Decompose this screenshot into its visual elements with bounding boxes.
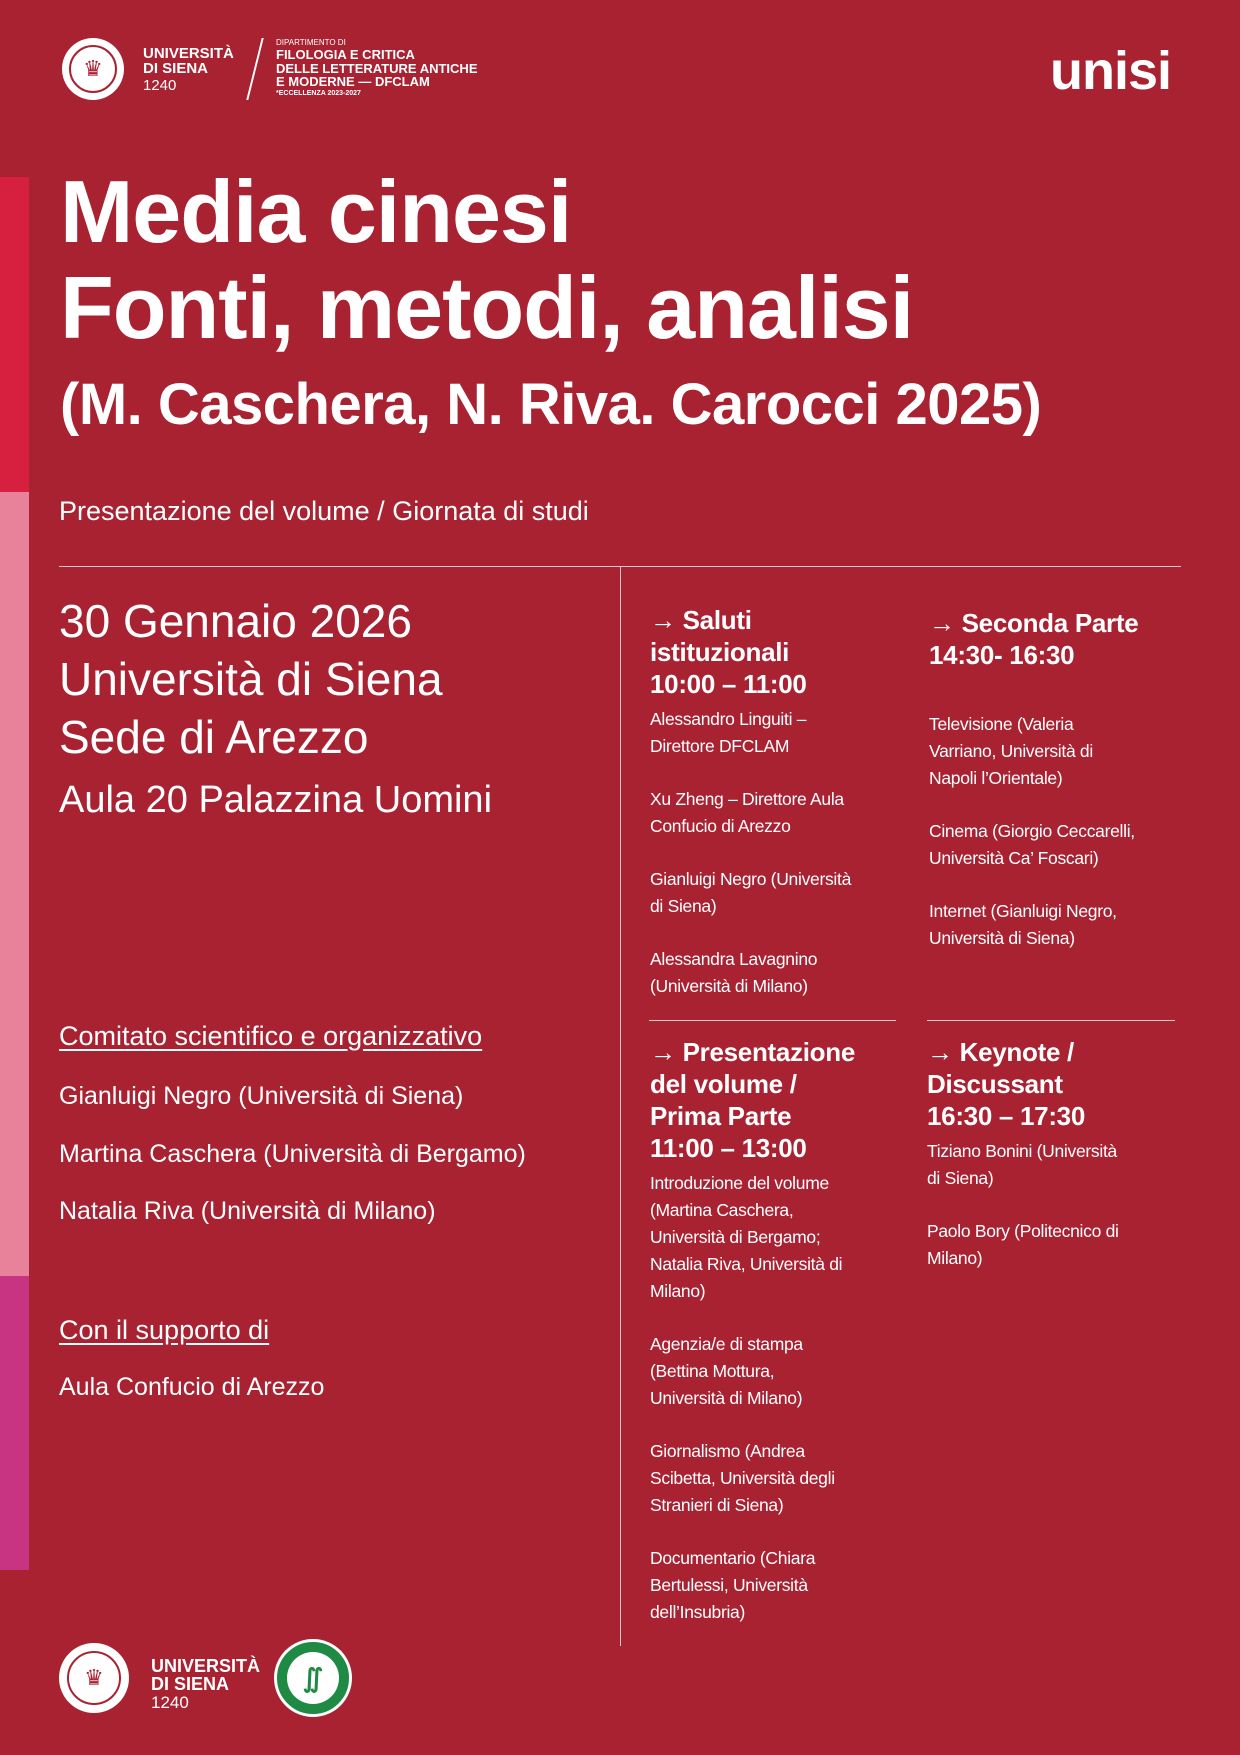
session-item: Televisione (Valeria Varriano, Università di Napoli l’Orientale) — [929, 714, 1093, 788]
seal-emblem-icon: ♛ — [67, 1651, 122, 1706]
department-note: *ECCELLENZA 2023-2027 — [276, 90, 361, 97]
accent-bar-pink — [0, 492, 29, 1276]
confucius-logo-icon: ∬ — [287, 1652, 339, 1704]
program-prima-parte — [650, 1036, 930, 1626]
committee-heading: Comitato scientifico e organizzativo — [59, 1021, 483, 1051]
session-item: Alessandro Linguiti – Direttore DFCLAM — [650, 709, 807, 756]
session-heading: → Seconda Parte 14:30- 16:30 — [929, 608, 1139, 670]
committee-member: Martina Caschera (Università di Bergamo) — [59, 1140, 526, 1168]
session-item: Internet (Gianluigi Negro, Università di Siena) — [929, 901, 1117, 948]
title-line-1: Media cinesi — [60, 162, 572, 261]
title-line-3: (M. Caschera, N. Riva. Carocci 2025) — [60, 372, 1042, 437]
event-place-2: Sede di Arezzo — [59, 711, 369, 763]
session-item: Introduzione del volume (Martina Caschera, Università di Bergamo; Natalia Riva, Università di Milano) — [650, 1173, 843, 1301]
university-name: UNIVERSITÀ DI SIENA — [143, 45, 234, 77]
footer-university-seal-logo — [59, 1643, 129, 1713]
program-seconda-parte — [929, 607, 1209, 952]
session-heading: → Keynote / Discussant 16:30 – 17:30 — [927, 1037, 1086, 1131]
program-keynote — [927, 1036, 1207, 1272]
confucius-institute-logo — [274, 1639, 352, 1717]
session-item: Agenzia/e di stampa (Bettina Mottura, Università di Milano) — [650, 1334, 803, 1408]
column-divider — [620, 566, 621, 1646]
session-item: Gianluigi Negro (Università di Siena) — [650, 869, 852, 916]
session-item: Cinema (Giorgio Ceccarelli, Università Ca’ Foscari) — [929, 821, 1135, 868]
session-item: Tiziano Bonini (Università di Siena) — [927, 1141, 1117, 1188]
committee-member: Natalia Riva (Università di Milano) — [59, 1197, 436, 1225]
session-item: Alessandra Lavagnino (Università di Milano) — [650, 949, 818, 996]
support-heading: Con il supporto di — [59, 1315, 270, 1345]
subtitle: Presentazione del volume / Giornata di studi — [59, 496, 589, 526]
unisi-logo: unisi — [1050, 41, 1172, 101]
session-heading: → Saluti istituzionali 10:00 – 11:00 — [650, 605, 807, 699]
footer-university-year: 1240 — [151, 1693, 189, 1712]
session-divider — [649, 1020, 896, 1021]
accent-bar-magenta — [0, 1276, 29, 1570]
program-saluti — [650, 604, 930, 1000]
session-item: Paolo Bory (Politecnico di Milano) — [927, 1221, 1119, 1268]
event-date: 30 Gennaio 2026 — [59, 595, 412, 647]
accent-bar-red — [0, 177, 29, 492]
event-room: Aula 20 Palazzina Uomini — [59, 779, 493, 821]
university-seal-logo — [62, 38, 124, 100]
university-year: 1240 — [143, 77, 177, 94]
committee-member: Gianluigi Negro (Università di Siena) — [59, 1082, 464, 1110]
session-divider — [927, 1020, 1175, 1021]
support-name: Aula Confucio di Arezzo — [59, 1373, 325, 1401]
session-heading: → Presentazione del volume / Prima Parte 11:00 – 13:00 — [650, 1037, 856, 1163]
title-line-2: Fonti, metodi, analisi — [60, 258, 914, 357]
session-item: Giornalismo (Andrea Scibetta, Università degli Stranieri di Siena) — [650, 1441, 835, 1515]
seal-emblem-icon: ♛ — [69, 45, 117, 93]
department-prefix: DIPARTIMENTO DI — [276, 38, 346, 47]
logo-divider — [246, 38, 263, 100]
session-item: Xu Zheng – Direttore Aula Confucio di Arezzo — [650, 789, 844, 836]
department-name: FILOLOGIA E CRITICA DELLE LETTERATURE ANTICHE E MODERNE — DFCLAM — [276, 47, 478, 89]
session-item: Documentario (Chiara Bertulessi, Università dell’Insubria) — [650, 1548, 816, 1622]
event-place-1: Università di Siena — [59, 653, 443, 705]
footer-university-name: UNIVERSITÀ DI SIENA — [151, 1656, 261, 1694]
